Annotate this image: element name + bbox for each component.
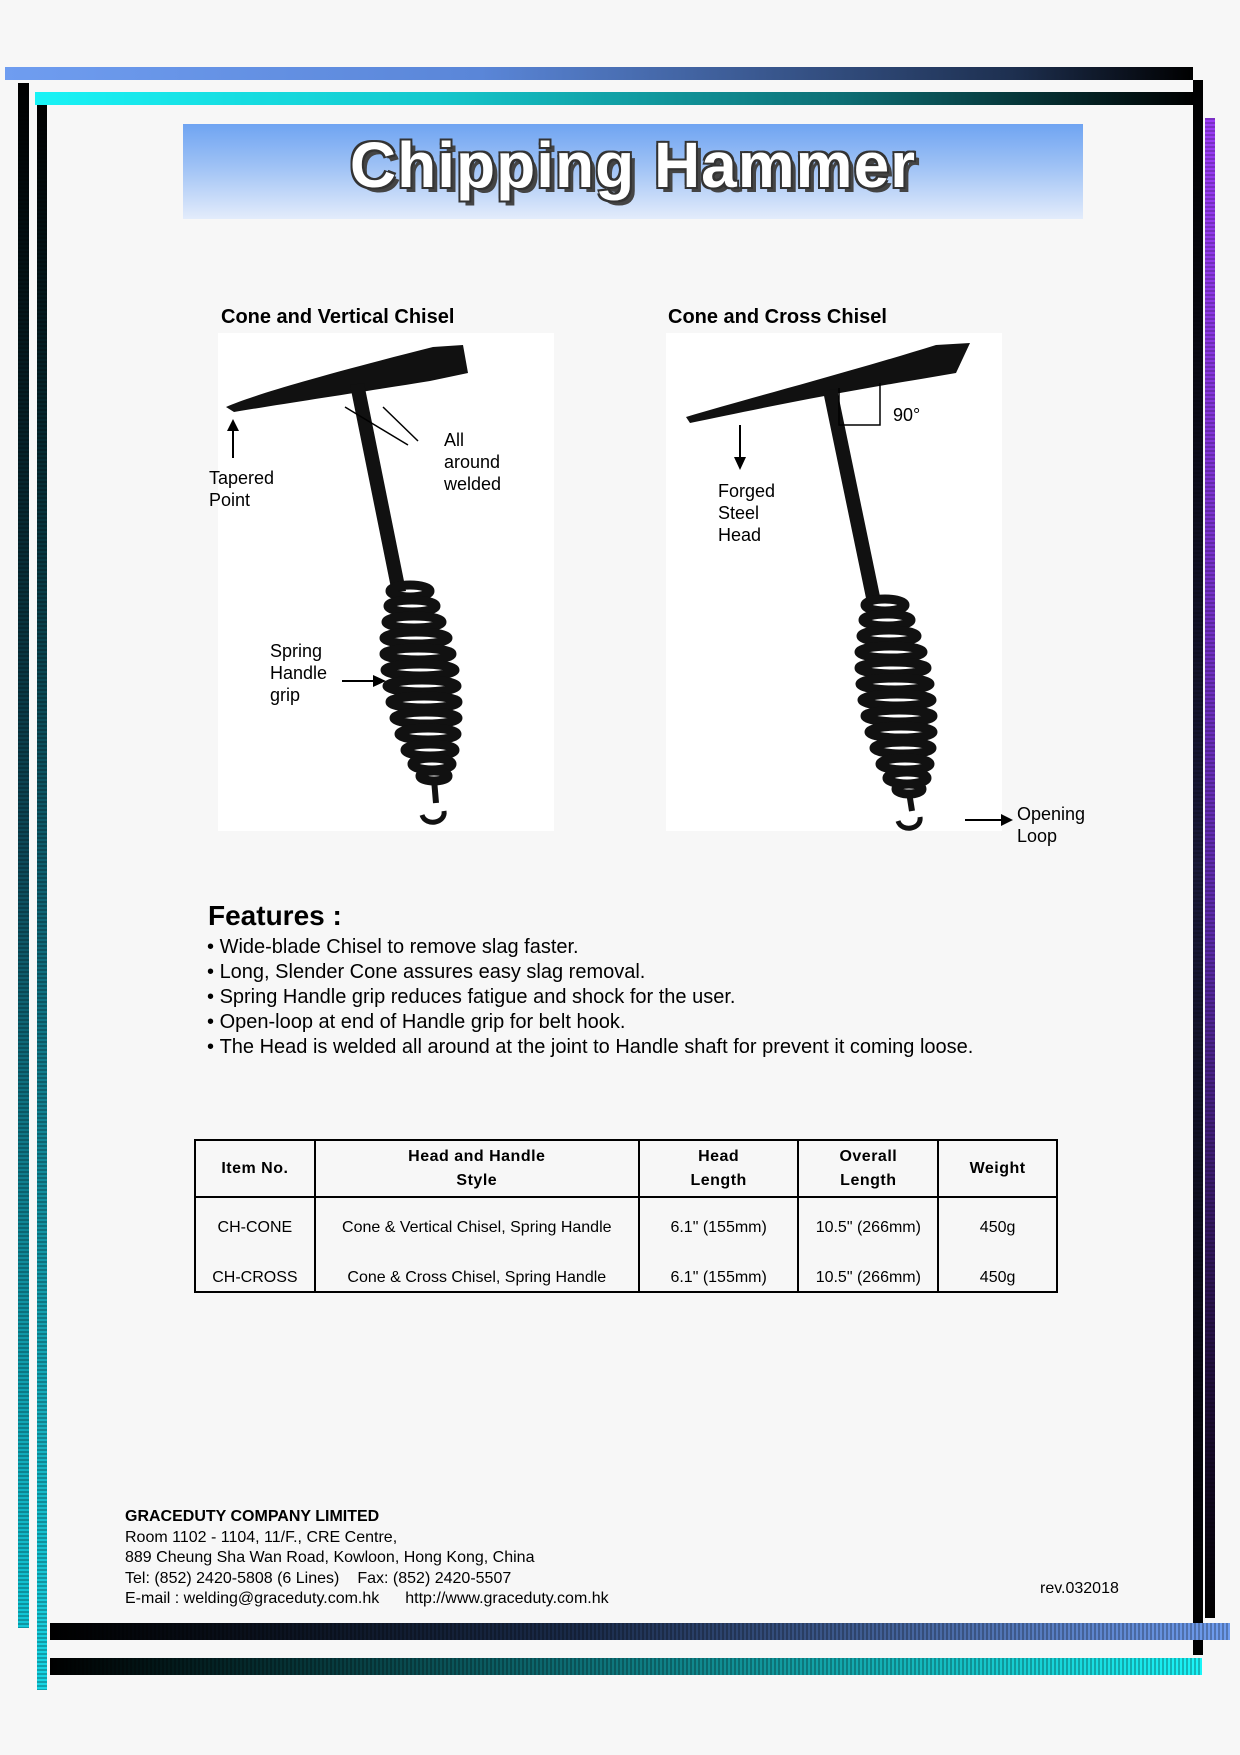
list-item: • Long, Slender Cone assures easy slag removal. xyxy=(207,960,973,985)
cell-style: Cone & Vertical Chisel, Spring Handle xyxy=(315,1197,639,1241)
product-caption-cross: Cone and Cross Chisel xyxy=(668,306,887,328)
label-spring-handle-grip: Spring Handle grip xyxy=(270,641,328,705)
cell-overall-length: 10.5" (266mm) xyxy=(798,1197,938,1241)
fax: Fax: (852) 2420-5507 xyxy=(357,1569,512,1587)
cell-head-length: 6.1" (155mm) xyxy=(639,1241,799,1292)
address-line-1: Room 1102 - 1104, 11/F., CRE Centre, xyxy=(125,1528,398,1546)
hammer-vertical-icon xyxy=(218,333,554,831)
header-style: Head and Handle Style xyxy=(315,1140,639,1197)
email-link[interactable]: E-mail : welding@graceduty.com.hk xyxy=(125,1590,380,1607)
label-opening-loop: Opening Loop xyxy=(1017,804,1086,846)
company-footer xyxy=(125,1507,609,1610)
revision-code: rev.032018 xyxy=(1040,1580,1119,1597)
hammer-cross-icon xyxy=(666,333,1002,831)
label-angle-90: 90° xyxy=(893,405,921,425)
hammer-photo-vertical xyxy=(218,333,554,831)
cell-overall-length: 10.5" (266mm) xyxy=(798,1241,938,1292)
frame-bar-top-cyan xyxy=(35,92,1193,105)
frame-bar-bottom-blue xyxy=(50,1623,1230,1640)
features-list xyxy=(207,935,973,1060)
frame-bar-top-blue xyxy=(5,67,1193,80)
frame-bar-bottom-cyan xyxy=(50,1658,1202,1675)
features-heading: Features : xyxy=(208,900,342,931)
product-caption-vertical: Cone and Vertical Chisel xyxy=(221,306,455,328)
table-row xyxy=(195,1197,1057,1241)
table-row xyxy=(195,1241,1057,1292)
label-tapered-point: Tapered Point xyxy=(209,468,275,510)
frame-bar-right-dark xyxy=(1193,80,1203,1655)
cell-weight: 450g xyxy=(938,1197,1057,1241)
tel: Tel: (852) 2420-5808 (6 Lines) xyxy=(125,1569,340,1587)
page-title: Chipping Hammer xyxy=(349,129,917,201)
header-item-no: Item No. xyxy=(195,1140,315,1197)
frame-bar-left-outer xyxy=(18,83,29,1628)
cell-head-length: 6.1" (155mm) xyxy=(639,1197,799,1241)
label-all-around-welded: All around welded xyxy=(444,430,502,494)
cell-style: Cone & Cross Chisel, Spring Handle xyxy=(315,1241,639,1292)
cell-weight: 450g xyxy=(938,1241,1057,1292)
header-overall-length: Overall Length xyxy=(798,1140,938,1197)
website-link[interactable]: http://www.graceduty.com.hk xyxy=(405,1590,609,1607)
list-item: • Open-loop at end of Handle grip for belt hook. xyxy=(207,1010,973,1035)
list-item: • Wide-blade Chisel to remove slag faster. xyxy=(207,935,973,960)
company-name: GRACEDUTY COMPANY LIMITED xyxy=(125,1508,380,1525)
frame-bar-right-purple xyxy=(1205,118,1215,1618)
arrow-right-icon xyxy=(963,810,1015,830)
list-item: • The Head is welded all around at the joint to Handle shaft for prevent it coming loose. xyxy=(207,1035,973,1060)
spec-table xyxy=(194,1139,1058,1293)
header-weight: Weight xyxy=(938,1140,1057,1197)
label-forged-steel-head: Forged Steel Head xyxy=(718,481,776,545)
list-item: • Spring Handle grip reduces fatigue and shock for the user. xyxy=(207,985,973,1010)
cell-item-no: CH-CROSS xyxy=(195,1241,315,1292)
hammer-photo-cross xyxy=(666,333,1002,831)
cell-item-no: CH-CONE xyxy=(195,1197,315,1241)
table-header-row xyxy=(195,1140,1057,1197)
header-head-length: Head Length xyxy=(639,1140,799,1197)
address-line-2: 889 Cheung Sha Wan Road, Kowloon, Hong Kong, China xyxy=(125,1549,535,1566)
frame-bar-left-inner xyxy=(37,105,47,1690)
